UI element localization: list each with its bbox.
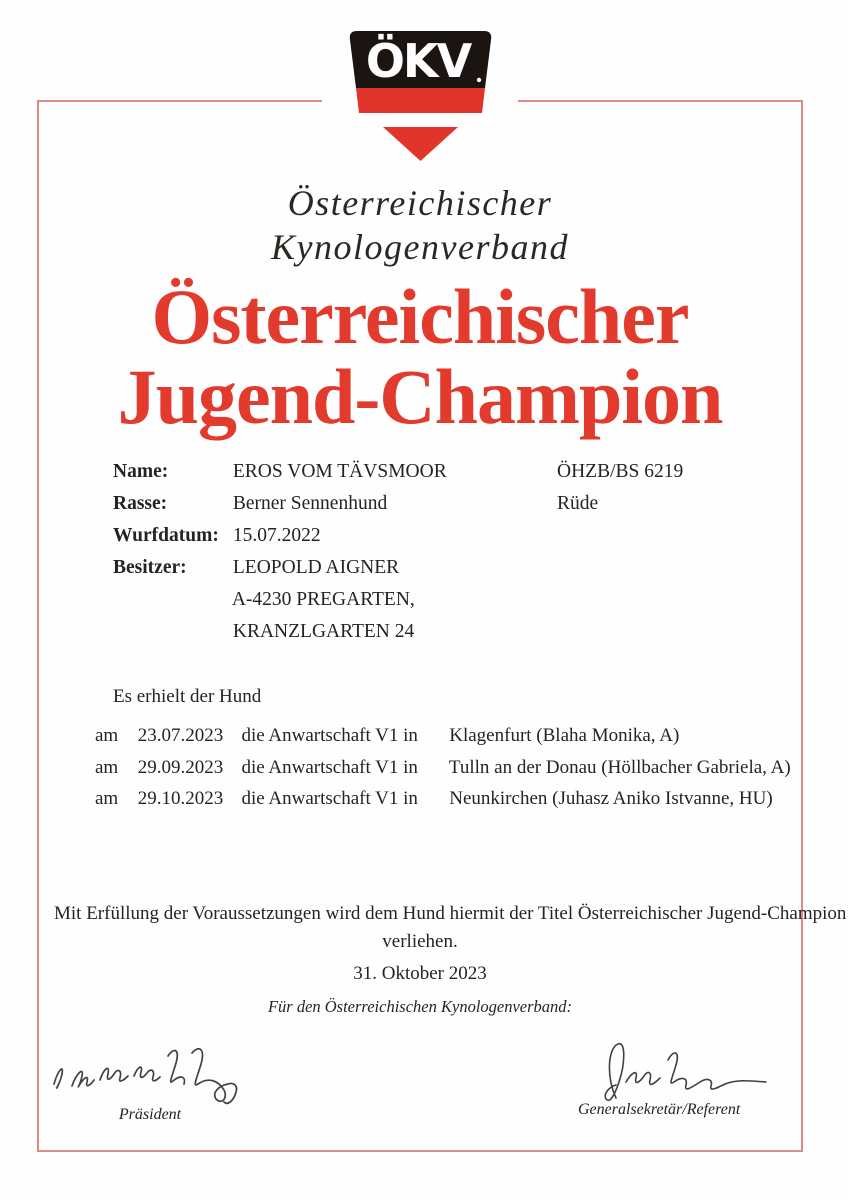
certificate-title-line1: Österreichischer [151,273,689,360]
okv-shield-icon [347,30,494,162]
okv-logo [322,14,518,172]
award-prefix: am [95,788,119,809]
secretary-role-label: Generalsekretär/Referent [578,1101,741,1118]
field-label-birthdate: Wurfdatum: [113,525,219,546]
on-behalf-line: Für den Österreichischen Kynologenverband: [267,997,573,1016]
award-row [95,720,791,752]
detail-row-owner [113,552,447,584]
detail-row-birthdate [113,520,447,552]
award-statement-line1: Mit Erfüllung der Voraussetzungen wird dem Hund hiermit der Titel Österreichischer Jugend-Champion [54,903,847,924]
secretary-signature [580,1036,780,1110]
field-label-breed: Rasse: [113,493,168,514]
award-location: Klagenfurt (Blaha Monika, A) [449,725,680,746]
award-row [95,783,791,815]
okv-registered-dot [476,78,480,82]
shield-red-band [356,88,485,113]
field-value-birthdate: 15.07.2022 [232,525,321,546]
organization-name-line2: Kynologenverband [271,227,569,267]
award-prefix: am [95,756,119,778]
organization-name [37,181,803,269]
dog-registry-details [557,456,683,520]
field-value-name: EROS VOM TÄVSMOOR [232,461,447,482]
detail-row-address2 [113,616,447,648]
field-label-owner: Besitzer: [113,557,187,578]
award-prefix: am [95,725,119,746]
owner-address-line2: KRANZLGARTEN 24 [232,621,415,642]
award-date: 23.07.2023 [137,725,224,746]
award-row [95,752,791,784]
field-value-breed: Berner Sennenhund [232,493,388,514]
award-text: die Anwartschaft V1 in [241,725,418,746]
awards-intro: Es erhielt der Hund [113,686,262,707]
detail-row-name [113,456,447,488]
awards-list [95,720,791,815]
award-date: 29.10.2023 [137,788,224,809]
certificate-title-line2: Jugend-Champion [117,353,723,440]
award-location: Tulln an der Donau (Höllbacher Gabriela, A) [448,756,791,778]
award-location: Neunkirchen (Juhasz Aniko Istvanne, HU) [449,788,773,809]
certificate-title [37,273,803,440]
shield-red-triangle [383,127,458,161]
award-text: die Anwartschaft V1 in [241,756,418,778]
award-statement [54,900,847,956]
field-label-name: Name: [113,461,169,482]
registry-number: ÖHZB/BS 6219 [557,461,684,482]
president-role-label: Präsident [118,1106,182,1123]
award-statement-line2: verliehen. [382,931,458,952]
detail-row-address1 [113,584,447,616]
award-date: 29.09.2023 [137,756,224,778]
okv-logo-text: ÖKV [365,34,470,88]
organization-name-line1: Österreichischer [287,183,553,223]
field-value-owner: LEOPOLD AIGNER [232,557,400,578]
issue-date: 31. Oktober 2023 [353,963,487,984]
dog-details [113,456,447,648]
award-text: die Anwartschaft V1 in [241,788,418,809]
dog-sex: Rüde [557,493,599,514]
owner-address-line1: A-4230 PREGARTEN, [231,589,415,610]
detail-row-breed [113,488,447,520]
